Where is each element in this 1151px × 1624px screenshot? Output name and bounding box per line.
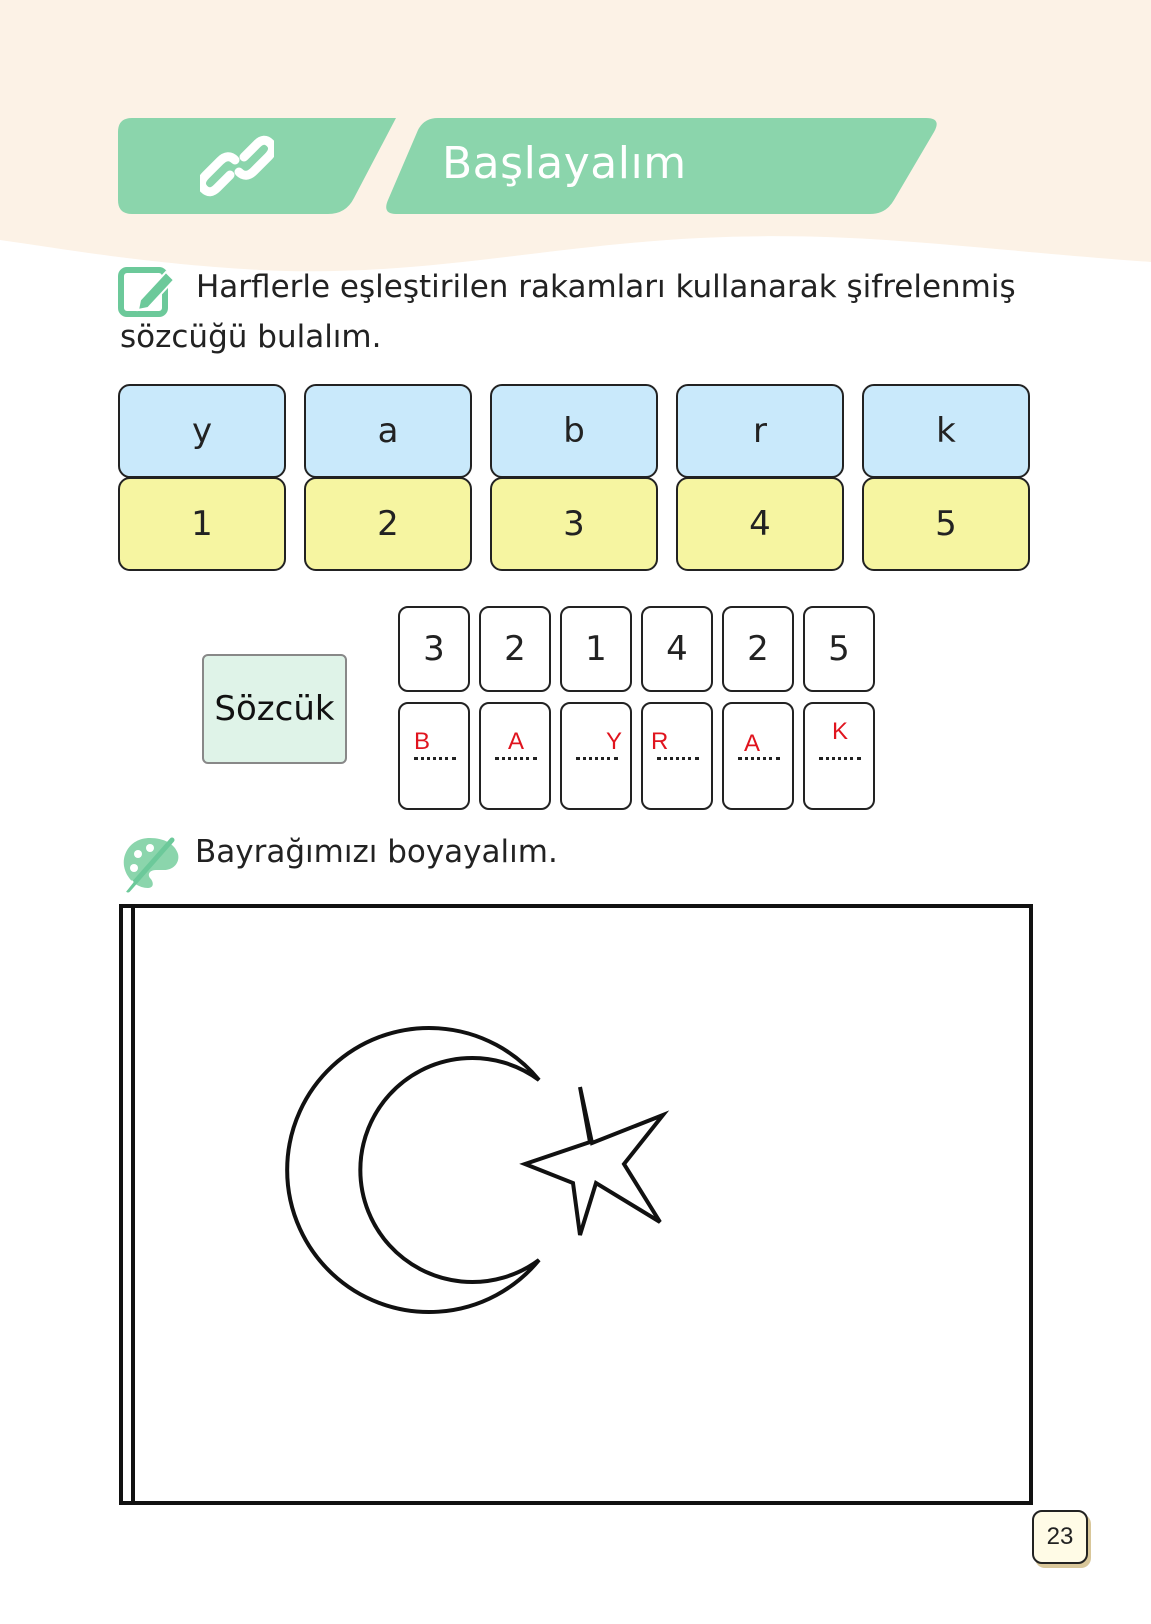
key-column — [118, 384, 286, 571]
key-column — [304, 384, 472, 571]
answer-letter: B — [414, 728, 431, 755]
code-cell: 3 — [398, 606, 470, 692]
key-number: 1 — [118, 477, 286, 571]
key-letter: y — [118, 384, 286, 478]
answer-letter: R — [651, 728, 669, 755]
activity2-instruction: Bayrağımızı boyayalım. — [195, 834, 558, 870]
key-number: 2 — [304, 477, 472, 571]
answer-dotted-line — [576, 754, 618, 760]
answer-dotted-line — [414, 754, 456, 760]
answer-letter: A — [744, 730, 761, 757]
key-letter: r — [676, 384, 844, 478]
answer-letter: K — [832, 718, 849, 745]
answer-dotted-line — [738, 754, 780, 760]
flag-coloring-area[interactable] — [119, 904, 1034, 1505]
answer-cell[interactable] — [560, 702, 632, 810]
word-label: Sözcük — [202, 654, 347, 764]
key-column — [862, 384, 1030, 571]
key-number: 3 — [490, 477, 658, 571]
code-cell: 4 — [641, 606, 713, 692]
answer-letter: A — [508, 728, 525, 755]
link-icon — [200, 133, 274, 199]
code-cell: 2 — [722, 606, 794, 692]
key-column — [676, 384, 844, 571]
answer-letter: Y — [606, 728, 623, 755]
key-number: 4 — [676, 477, 844, 571]
section-title: Başlayalım — [442, 138, 687, 189]
key-letter: b — [490, 384, 658, 478]
answer-dotted-line — [819, 754, 861, 760]
answer-cell[interactable] — [398, 702, 470, 810]
answer-cell[interactable] — [722, 702, 794, 810]
key-letter: a — [304, 384, 472, 478]
key-number: 5 — [862, 477, 1030, 571]
code-cell: 5 — [803, 606, 875, 692]
code-cell: 2 — [479, 606, 551, 692]
key-letter: k — [862, 384, 1030, 478]
palette-brush-icon — [120, 832, 182, 894]
answer-dotted-line — [495, 754, 537, 760]
answer-cell[interactable] — [641, 702, 713, 810]
key-column — [490, 384, 658, 571]
answer-dotted-line — [657, 754, 699, 760]
answer-cell[interactable] — [803, 702, 875, 810]
activity1-instruction: Harflerle eşleştirilen rakamları kullanarak şifrelenmiş sözcüğü bulalım. — [120, 269, 1016, 355]
code-cell: 1 — [560, 606, 632, 692]
page-number: 23 — [1032, 1510, 1088, 1564]
answer-cell[interactable] — [479, 702, 551, 810]
